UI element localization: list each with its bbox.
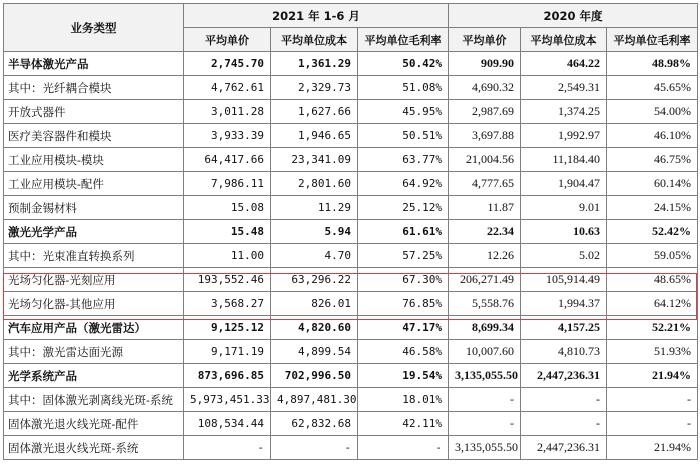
cell-2021-avg-unit-cost: 2,329.73	[271, 76, 358, 100]
cell-2020-avg-unit-cost: 1,994.37	[521, 292, 607, 316]
cell-2021-avg-unit-cost: 23,341.09	[271, 148, 358, 172]
table-row	[4, 244, 698, 268]
cell-2020-avg-price: -	[449, 412, 521, 436]
table-row	[4, 436, 698, 460]
cell-2021-avg-unit-cost: 62,832.68	[271, 412, 358, 436]
table-container	[3, 3, 697, 460]
header-2021-avg-price: 平均单价	[184, 28, 271, 52]
cell-2020-avg-margin: 60.14%	[607, 172, 698, 196]
cell-2020-avg-unit-cost: 2,447,236.31	[521, 436, 607, 460]
table-row	[4, 388, 698, 412]
cell-2021-avg-unit-cost: 4,820.60	[271, 316, 358, 340]
cell-2021-avg-margin: 19.54%	[358, 364, 449, 388]
cell-2021-avg-margin: 47.17%	[358, 316, 449, 340]
cell-2020-avg-unit-cost: 1,374.25	[521, 100, 607, 124]
cell-2021-avg-unit-cost: 1,946.65	[271, 124, 358, 148]
cell-2020-avg-price: 8,699.34	[449, 316, 521, 340]
cell-2020-avg-margin: 21.94%	[607, 436, 698, 460]
cell-2020-avg-unit-cost: 4,157.25	[521, 316, 607, 340]
cell-2020-avg-price: 3,135,055.50	[449, 436, 521, 460]
cell-2020-avg-margin: 64.12%	[607, 292, 698, 316]
cell-2021-avg-price: 4,762.61	[184, 76, 271, 100]
cell-2020-avg-margin: 54.00%	[607, 100, 698, 124]
cell-2020-avg-margin: 59.05%	[607, 244, 698, 268]
cell-2020-avg-unit-cost: 1,992.97	[521, 124, 607, 148]
cell-2021-avg-margin: 51.08%	[358, 76, 449, 100]
row-label: 开放式器件	[4, 100, 184, 124]
cell-2020-avg-margin: 21.94%	[607, 364, 698, 388]
cell-2020-avg-price: 909.90	[449, 52, 521, 76]
cell-2021-avg-price: 3,933.39	[184, 124, 271, 148]
cell-2021-avg-unit-cost: 63,296.22	[271, 268, 358, 292]
cell-2020-avg-price: 22.34	[449, 220, 521, 244]
table-row	[4, 364, 698, 388]
row-label: 汽车应用产品（激光雷达）	[4, 316, 184, 340]
table-row	[4, 76, 698, 100]
cell-2020-avg-margin: -	[607, 388, 698, 412]
cell-2021-avg-margin: 50.42%	[358, 52, 449, 76]
cell-2021-avg-unit-cost: 4.70	[271, 244, 358, 268]
cell-2020-avg-price: 11.87	[449, 196, 521, 220]
row-label: 其中：固体激光剥离线光斑-系统	[4, 388, 184, 412]
table-row	[4, 100, 698, 124]
cell-2020-avg-price: 3,135,055.50	[449, 364, 521, 388]
cell-2021-avg-margin: 25.12%	[358, 196, 449, 220]
cell-2021-avg-unit-cost: 4,897,481.30	[271, 388, 358, 412]
cell-2021-avg-margin: 67.30%	[358, 268, 449, 292]
row-label: 固体激光退火线光斑-系统	[4, 436, 184, 460]
cell-2020-avg-price: 3,697.88	[449, 124, 521, 148]
cell-2021-avg-unit-cost: 2,801.60	[271, 172, 358, 196]
row-label: 其中：光纤耦合模块	[4, 76, 184, 100]
cell-2021-avg-price: 108,534.44	[184, 412, 271, 436]
cell-2021-avg-margin: 64.92%	[358, 172, 449, 196]
cell-2021-avg-margin: 63.77%	[358, 148, 449, 172]
cell-2020-avg-margin: 52.21%	[607, 316, 698, 340]
row-label: 光场匀化器-其他应用	[4, 292, 184, 316]
cell-2021-avg-unit-cost: 5.94	[271, 220, 358, 244]
cell-2021-avg-price: 3,568.27	[184, 292, 271, 316]
cell-2020-avg-margin: -	[607, 412, 698, 436]
cell-2021-avg-price: 3,011.28	[184, 100, 271, 124]
cell-2021-avg-unit-cost: -	[271, 436, 358, 460]
cell-2021-avg-price: 873,696.85	[184, 364, 271, 388]
table-row	[4, 412, 698, 436]
table-row	[4, 124, 698, 148]
row-label: 其中：光束准直转换系列	[4, 244, 184, 268]
cell-2020-avg-price: 12.26	[449, 244, 521, 268]
cell-2020-avg-price: -	[449, 388, 521, 412]
cell-2021-avg-margin: 42.11%	[358, 412, 449, 436]
table-row	[4, 148, 698, 172]
row-label: 激光光学产品	[4, 220, 184, 244]
cell-2021-avg-unit-cost: 826.01	[271, 292, 358, 316]
cell-2020-avg-unit-cost: -	[521, 412, 607, 436]
cell-2020-avg-margin: 48.98%	[607, 52, 698, 76]
cell-2021-avg-margin: 46.58%	[358, 340, 449, 364]
header-2020-avg-margin: 平均单位毛利率	[607, 28, 698, 52]
table-row	[4, 196, 698, 220]
cell-2021-avg-price: 2,745.70	[184, 52, 271, 76]
cell-2020-avg-price: 4,690.32	[449, 76, 521, 100]
cell-2021-avg-margin: -	[358, 436, 449, 460]
price-cost-margin-table	[3, 3, 698, 460]
cell-2021-avg-price: 11.00	[184, 244, 271, 268]
header-row-1	[4, 4, 698, 28]
cell-2021-avg-price: 7,986.11	[184, 172, 271, 196]
cell-2021-avg-unit-cost: 11.29	[271, 196, 358, 220]
cell-2020-avg-margin: 45.65%	[607, 76, 698, 100]
cell-2021-avg-unit-cost: 1,361.29	[271, 52, 358, 76]
row-label: 工业应用模块-配件	[4, 172, 184, 196]
table-row	[4, 172, 698, 196]
header-business-type: 业务类型	[4, 4, 184, 52]
cell-2021-avg-unit-cost: 1,627.66	[271, 100, 358, 124]
cell-2020-avg-price: 2,987.69	[449, 100, 521, 124]
cell-2021-avg-price: 9,171.19	[184, 340, 271, 364]
row-label: 半导体激光产品	[4, 52, 184, 76]
table-row	[4, 268, 698, 292]
cell-2021-avg-price: -	[184, 436, 271, 460]
cell-2020-avg-margin: 46.10%	[607, 124, 698, 148]
header-period-2021: 2021 年 1-6 月	[184, 4, 449, 28]
cell-2021-avg-price: 9,125.12	[184, 316, 271, 340]
cell-2021-avg-price: 5,973,451.33	[184, 388, 271, 412]
cell-2021-avg-unit-cost: 702,996.50	[271, 364, 358, 388]
header-2020-avg-cost: 平均单位成本	[521, 28, 607, 52]
row-label: 光学系统产品	[4, 364, 184, 388]
cell-2020-avg-margin: 52.42%	[607, 220, 698, 244]
table-row	[4, 340, 698, 364]
header-2021-avg-cost: 平均单位成本	[271, 28, 358, 52]
cell-2020-avg-margin: 51.93%	[607, 340, 698, 364]
cell-2020-avg-margin: 46.75%	[607, 148, 698, 172]
cell-2021-avg-margin: 57.25%	[358, 244, 449, 268]
table-row	[4, 220, 698, 244]
row-label: 预制金锡材料	[4, 196, 184, 220]
cell-2020-avg-unit-cost: 10.63	[521, 220, 607, 244]
cell-2020-avg-unit-cost: 2,447,236.31	[521, 364, 607, 388]
header-2021-avg-margin: 平均单位毛利率	[358, 28, 449, 52]
row-label: 其中：激光雷达面光源	[4, 340, 184, 364]
header-2020-avg-price: 平均单价	[449, 28, 521, 52]
cell-2021-avg-price: 64,417.66	[184, 148, 271, 172]
row-label: 工业应用模块-模块	[4, 148, 184, 172]
cell-2020-avg-margin: 48.65%	[607, 268, 698, 292]
cell-2021-avg-margin: 50.51%	[358, 124, 449, 148]
cell-2020-avg-unit-cost: 11,184.40	[521, 148, 607, 172]
cell-2020-avg-unit-cost: 5.02	[521, 244, 607, 268]
cell-2020-avg-margin: 24.15%	[607, 196, 698, 220]
row-label: 光场匀化器-光刻应用	[4, 268, 184, 292]
cell-2020-avg-unit-cost: 2,549.31	[521, 76, 607, 100]
cell-2021-avg-margin: 45.95%	[358, 100, 449, 124]
row-label: 固体激光退火线光斑-配件	[4, 412, 184, 436]
cell-2020-avg-unit-cost: 9.01	[521, 196, 607, 220]
cell-2021-avg-price: 15.48	[184, 220, 271, 244]
cell-2020-avg-unit-cost: 4,810.73	[521, 340, 607, 364]
cell-2021-avg-price: 193,552.46	[184, 268, 271, 292]
cell-2021-avg-margin: 18.01%	[358, 388, 449, 412]
cell-2020-avg-unit-cost: 1,904.47	[521, 172, 607, 196]
cell-2020-avg-unit-cost: 105,914.49	[521, 268, 607, 292]
cell-2021-avg-margin: 76.85%	[358, 292, 449, 316]
cell-2020-avg-price: 4,777.65	[449, 172, 521, 196]
table-row	[4, 316, 698, 340]
table-row	[4, 292, 698, 316]
cell-2020-avg-price: 21,004.56	[449, 148, 521, 172]
cell-2021-avg-margin: 61.61%	[358, 220, 449, 244]
cell-2020-avg-price: 5,558.76	[449, 292, 521, 316]
cell-2020-avg-price: 10,007.60	[449, 340, 521, 364]
table-row	[4, 52, 698, 76]
row-label: 医疗美容器件和模块	[4, 124, 184, 148]
cell-2020-avg-unit-cost: 464.22	[521, 52, 607, 76]
cell-2020-avg-price: 206,271.49	[449, 268, 521, 292]
cell-2021-avg-unit-cost: 4,899.54	[271, 340, 358, 364]
cell-2020-avg-unit-cost: -	[521, 388, 607, 412]
header-period-2020: 2020 年度	[449, 4, 698, 28]
cell-2021-avg-price: 15.08	[184, 196, 271, 220]
